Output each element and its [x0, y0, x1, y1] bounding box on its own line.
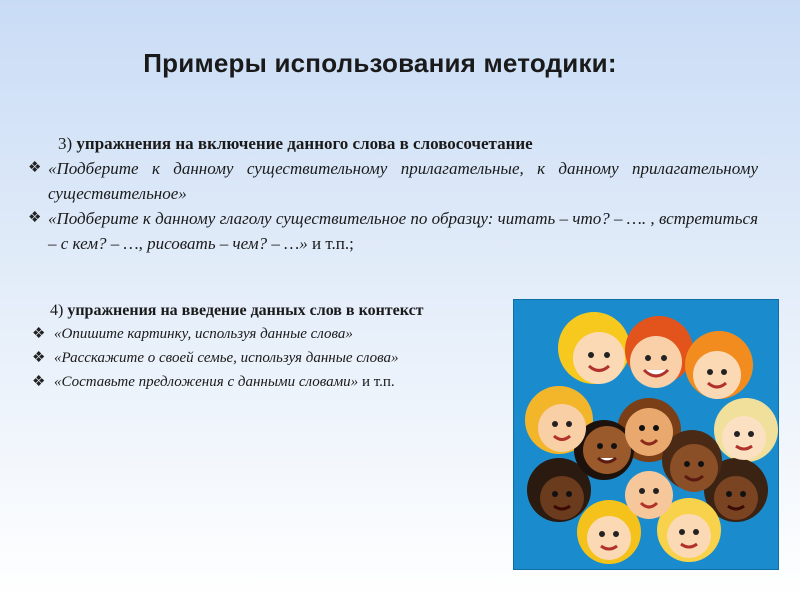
section-4-heading: [28, 300, 488, 322]
section-3-heading-text: упражнения на включение данного слова в словосочетание: [76, 134, 533, 153]
diamond-bullet-icon: ❖: [28, 210, 42, 226]
slide-title: Примеры использования методики:: [143, 48, 617, 78]
section-4-number: 4): [50, 302, 64, 319]
section-3-item: [28, 206, 758, 256]
section-4-item: [28, 322, 488, 346]
diamond-bullet-icon: ❖: [28, 160, 42, 176]
diamond-bullet-icon: ❖: [32, 350, 46, 366]
section-4-item-text: «Составьте предложения с данными словами» и т.п.: [54, 374, 395, 390]
section-4: [28, 300, 488, 394]
child-face: [573, 332, 625, 384]
section-3-item-text: «Подберите к данному существительному прилагательные, к данному прилагательному существительное»: [48, 159, 758, 203]
diamond-bullet-icon: ❖: [32, 326, 46, 342]
diamond-bullet-icon: ❖: [32, 374, 46, 390]
section-3-heading: [28, 132, 758, 156]
section-4-item: [28, 370, 488, 394]
section-4-item: [28, 346, 488, 370]
children-faces-illustration: [513, 299, 779, 570]
section-4-heading-text: упражнения на введение данных слов в контекст: [67, 302, 424, 319]
section-3-item: [28, 156, 758, 206]
section-4-item-text: «Опишите картинку, используя данные слова»: [54, 326, 353, 342]
section-3-number: 3): [58, 134, 73, 153]
section-4-item-text: «Расскажите о своей семье, используя данные слова»: [54, 350, 399, 366]
section-3-item-text: «Подберите к данному глаголу существительное по образцу: читать – что? – …. , встретиться – с кем? – …, рисовать – чем? – …» и т.п.;: [48, 209, 758, 253]
children-faces-svg: [514, 300, 778, 569]
section-3: [28, 132, 758, 256]
